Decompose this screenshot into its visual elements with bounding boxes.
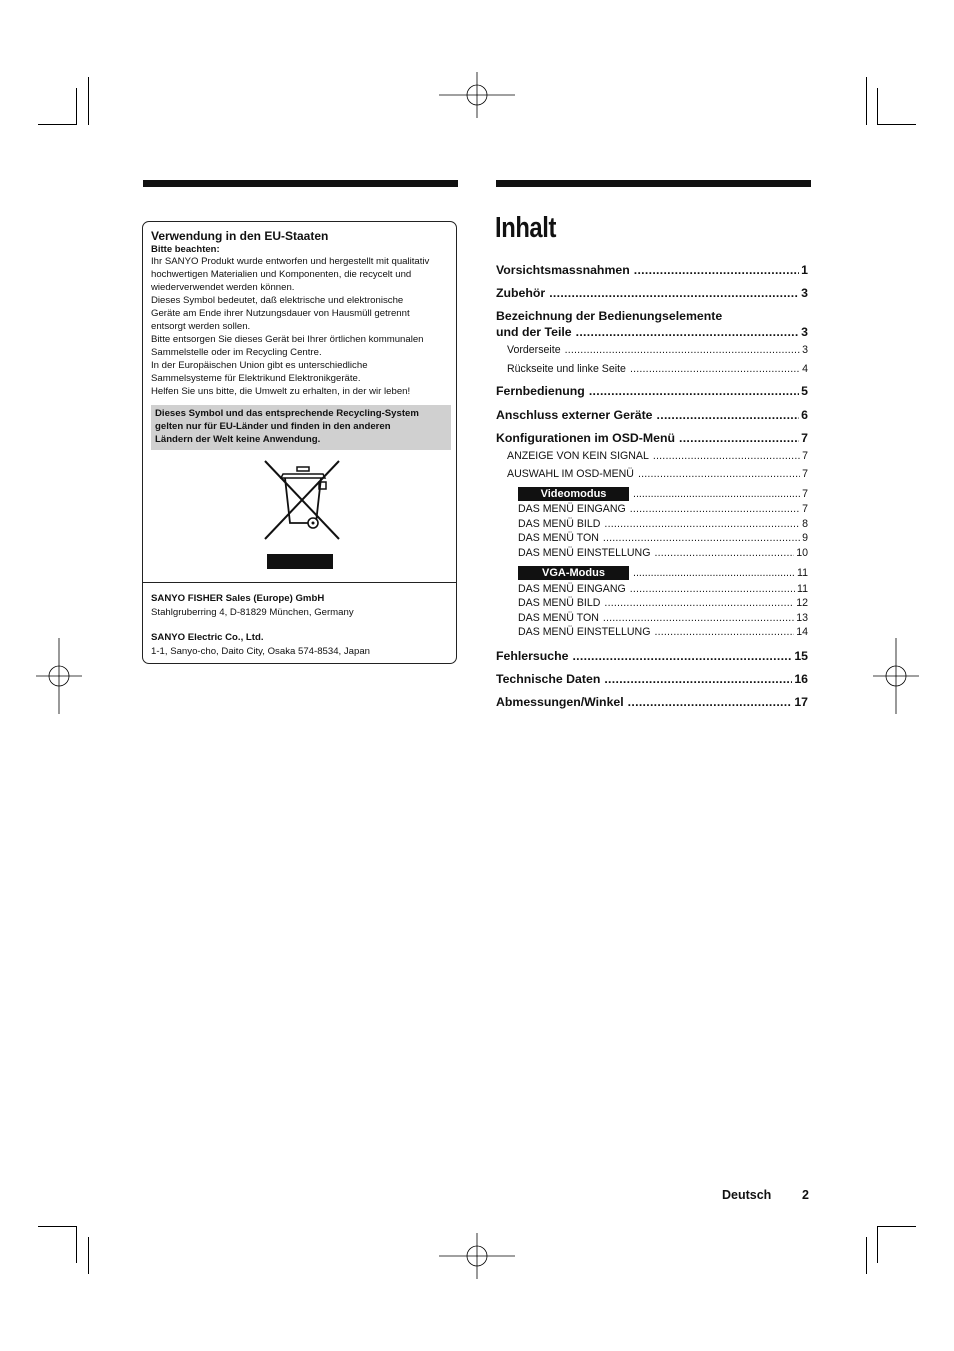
page-title: Inhalt [495, 212, 556, 244]
toc-entry-label: AUSWAHL IM OSD-MENÜ [507, 468, 634, 480]
body-line: hochwertigen Materialien und Komponenten, die recycelt und [151, 269, 412, 280]
toc-entry-page: 6 [801, 408, 808, 422]
registration-mark-icon [439, 1233, 515, 1279]
toc-entry-page: 5 [801, 384, 808, 398]
toc-entry-label: DAS MENÜ BILD [518, 518, 601, 530]
toc-subentry[interactable] [496, 597, 808, 609]
toc-entry-page: 7 [801, 431, 808, 445]
body-line: Ihr SANYO Produkt wurde entworfen und hergestellt mit qualitativ [151, 256, 430, 267]
toc-entry-label: und der Teile [496, 325, 572, 339]
toc-entry-page: 7 [802, 503, 808, 515]
registration-mark-icon [439, 72, 515, 118]
body-line: wiederverwendet werden können. [151, 282, 295, 293]
footer-language: Deutsch [722, 1188, 772, 1202]
note-line: gelten nur für EU-Länder und finden in den anderen [155, 421, 391, 432]
crop-mark [38, 124, 76, 125]
toc-entry-label: Abmessungen/Winkel [496, 695, 624, 709]
eu-disposal-notice [142, 221, 457, 664]
toc-entry-page: 1 [801, 263, 808, 277]
eu-symbol-bar [267, 554, 333, 569]
toc-entry-page: 8 [802, 518, 808, 530]
toc-subentry[interactable] [496, 363, 808, 375]
crop-mark [878, 124, 916, 125]
company-name: SANYO Electric Co., Ltd. [151, 632, 264, 643]
toc-subentry[interactable] [496, 468, 808, 480]
toc-entry-page: 17 [794, 695, 808, 709]
divider [143, 582, 456, 583]
toc-entry-page: 11 [797, 567, 808, 579]
crop-mark [76, 88, 77, 125]
company-address: Stahlgruberring 4, D-81829 München, Germany [151, 607, 354, 618]
body-line: Helfen Sie uns bitte, die Umwelt zu erhalten, in der wir leben! [151, 386, 411, 397]
body-line: Sammelstelle oder im Recycling Centre. [151, 347, 322, 358]
toc-entry-label: DAS MENÜ EINSTELLUNG [518, 626, 651, 638]
toc-entry-label: Vorderseite [507, 344, 561, 356]
section-badge: Videomodus [518, 487, 629, 501]
toc-entry-label: Rückseite und linke Seite [507, 363, 626, 375]
toc-subentry[interactable] [496, 518, 808, 530]
toc-entry-label: ANZEIGE VON KEIN SIGNAL [507, 450, 649, 462]
toc-entry-label: DAS MENÜ TON [518, 532, 599, 544]
toc-subentry[interactable] [496, 612, 808, 624]
toc-entry-label: DAS MENÜ BILD [518, 597, 601, 609]
body-line: Bitte entsorgen Sie dieses Gerät bei Ihrer örtlichen kommunalen [151, 334, 424, 345]
toc-entry-label: Zubehör [496, 286, 546, 300]
company-address: 1-1, Sanyo-cho, Daito City, Osaka 574-8534, Japan [151, 646, 371, 657]
toc-entry-heading-line [496, 309, 808, 323]
toc-entry-page: 14 [796, 626, 808, 638]
toc-entry-label: Bezeichnung der Bedienungselemente [496, 309, 723, 323]
toc-entry-page: 4 [802, 363, 808, 375]
toc-entry[interactable] [496, 649, 808, 663]
toc-entry-label: Fernbedienung [496, 384, 585, 398]
toc-section-vga-modus[interactable] [518, 566, 808, 580]
toc-subentry[interactable] [496, 547, 808, 559]
toc-entry-page: 15 [794, 649, 808, 663]
toc-entry-page: 12 [796, 597, 808, 609]
toc-entry-label: DAS MENÜ TON [518, 612, 599, 624]
body-line: Geräte am Ende ihrer Nutzungsdauer von Hausmüll getrennt [151, 308, 410, 319]
toc-entry-page: 9 [802, 532, 808, 544]
crop-mark [866, 77, 867, 125]
toc-entry-page: 3 [801, 286, 808, 300]
toc-entry-page: 7 [802, 450, 808, 462]
eu-notice-title: Verwendung in den EU-Staaten [151, 229, 329, 243]
toc-entry-page: 11 [797, 583, 808, 595]
toc-entry-page: 10 [796, 547, 808, 559]
company-name: SANYO FISHER Sales (Europe) GmbH [151, 593, 325, 604]
toc-subentry[interactable] [496, 583, 808, 595]
crop-mark [877, 1226, 878, 1263]
note-line: Ländern der Welt keine Anwendung. [155, 434, 321, 445]
toc-entry-label: Fehlersuche [496, 649, 569, 663]
section-badge: VGA-Modus [518, 566, 629, 580]
toc-entry-label: DAS MENÜ EINSTELLUNG [518, 547, 651, 559]
toc-entry[interactable] [496, 384, 808, 398]
body-line: entsorgt werden sollen. [151, 321, 251, 332]
toc-subentry[interactable] [496, 532, 808, 544]
toc-section-videomodus[interactable] [518, 487, 808, 501]
toc-entry-label: DAS MENÜ EINGANG [518, 583, 626, 595]
body-line: Sammelsysteme für Elektrikund Elektronikgeräte. [151, 373, 361, 384]
eu-notice-body [151, 255, 456, 398]
toc-entry-page: 3 [802, 344, 808, 356]
toc-entry-page: 3 [801, 325, 808, 339]
crop-mark [76, 1226, 77, 1263]
toc-subentry[interactable] [496, 503, 808, 515]
toc-entry[interactable] [496, 695, 808, 709]
body-line: In der Europäischen Union gibt es unterschiedliche [151, 360, 368, 371]
crop-mark [88, 77, 89, 125]
toc-subentry[interactable] [496, 344, 808, 356]
crop-mark [866, 1237, 867, 1274]
body-line: Dieses Symbol bedeutet, daß elektrische und elektronische [151, 295, 404, 306]
toc-entry-page: 7 [802, 468, 808, 480]
registration-mark-icon [36, 638, 82, 714]
toc-entry-label: Anschluss externer Geräte [496, 408, 653, 422]
toc-entry-page: 7 [802, 488, 808, 500]
toc-entry-label: DAS MENÜ EINGANG [518, 503, 626, 515]
crop-mark [88, 1237, 89, 1274]
toc-entry-page: 13 [796, 612, 808, 624]
toc-entry[interactable] [496, 408, 808, 422]
toc-entry-label: Vorsichtsmassnahmen [496, 263, 630, 277]
toc-subentry[interactable] [496, 626, 808, 638]
eu-notice-highlight [151, 405, 451, 450]
column-header-rule [143, 180, 458, 187]
toc-entry-page: 16 [794, 672, 808, 686]
toc-entry-label: Technische Daten [496, 672, 601, 686]
crop-mark [878, 1226, 916, 1227]
toc-entry-label: Konfigurationen im OSD-Menü [496, 431, 675, 445]
crop-mark [38, 1226, 76, 1227]
toc-entry[interactable] [496, 263, 808, 277]
toc-entry[interactable] [496, 431, 808, 445]
toc-entry[interactable] [496, 325, 808, 339]
column-header-rule [496, 180, 811, 187]
note-line: Dieses Symbol und das entsprechende Recycling-System [155, 408, 419, 419]
registration-mark-icon [873, 638, 919, 714]
crossed-out-wheelie-bin-icon [263, 459, 343, 541]
eu-notice-subtitle: Bitte beachten: [151, 244, 220, 255]
page-number: 2 [802, 1188, 809, 1202]
toc-subentry[interactable] [496, 450, 808, 462]
crop-mark [877, 88, 878, 125]
toc-entry[interactable] [496, 286, 808, 300]
toc-entry[interactable] [496, 672, 808, 686]
